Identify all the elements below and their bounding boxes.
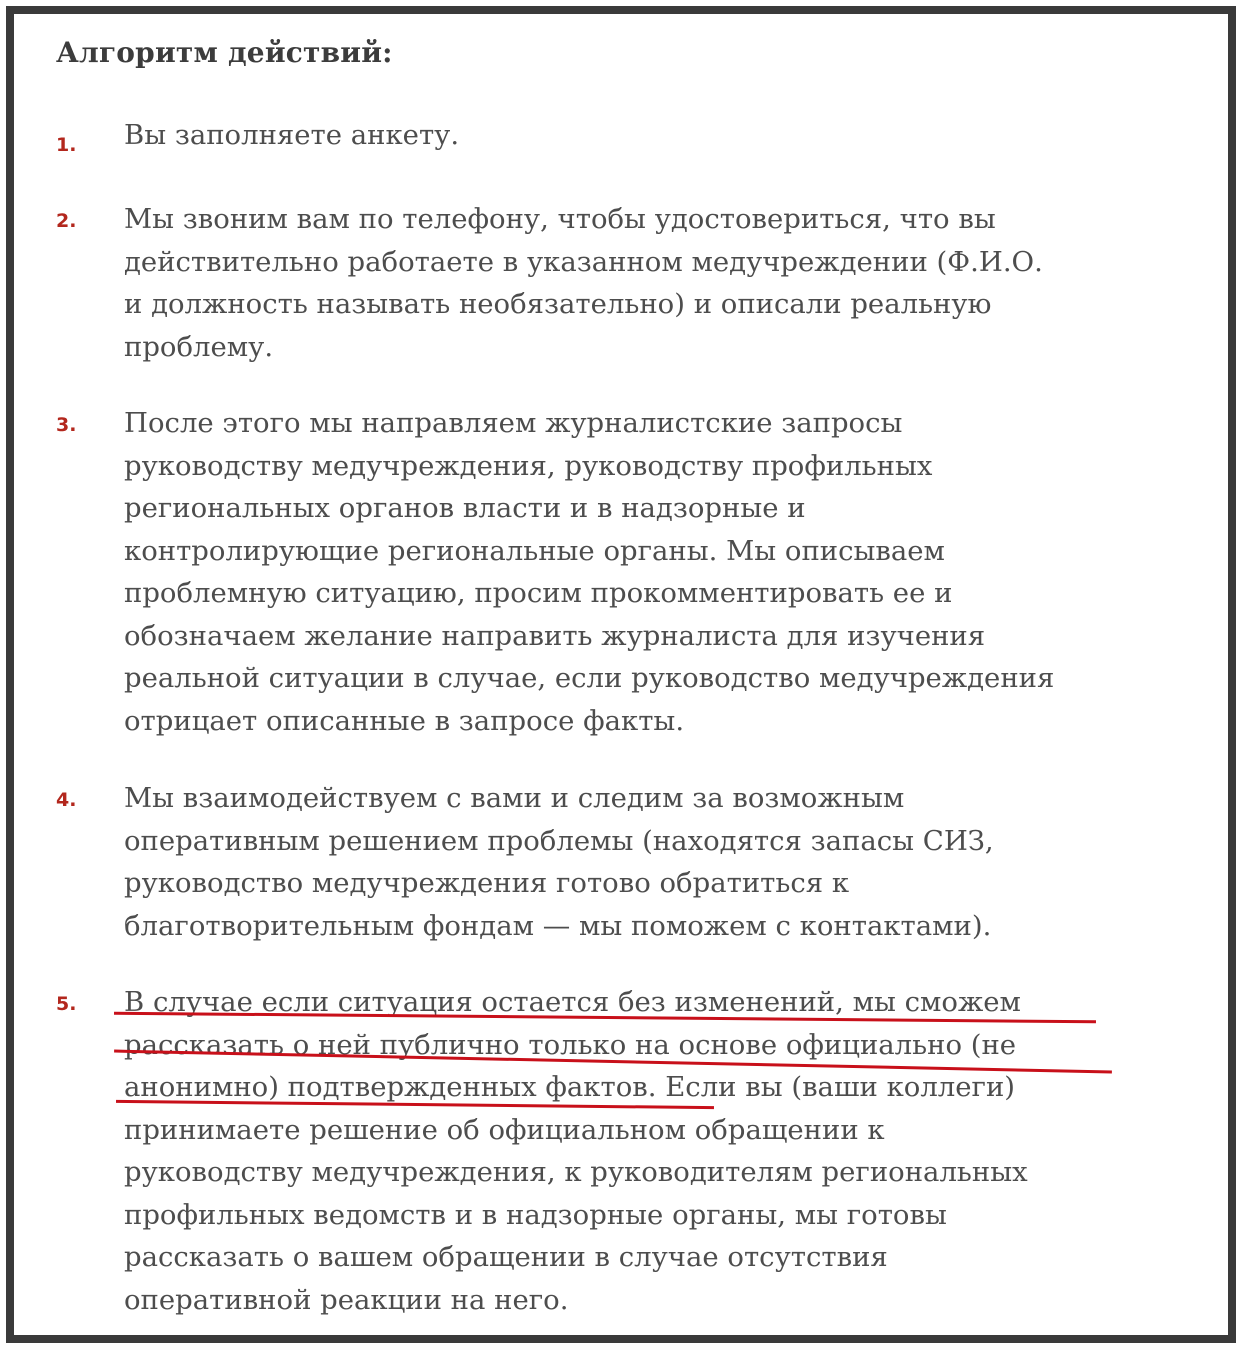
- text-line: профильных ведомств и в надзорные органы, мы готовы: [124, 1198, 947, 1231]
- section-heading: Алгоритм действий:: [56, 36, 393, 69]
- list-number: 2.: [56, 210, 77, 232]
- text-line: реальной ситуации в случае, если руководство медучреждения: [124, 662, 1055, 694]
- list-number: 3.: [56, 414, 77, 436]
- text-line: контролирующие региональные органы. Мы описываем: [124, 534, 945, 567]
- text-line: рассказать о вашем обращении в случае отсутствия: [124, 1241, 888, 1273]
- text-line: и должность называть необязательно) и описали реальную: [124, 288, 992, 320]
- text-line: принимаете решение об официальном обращении к: [124, 1113, 885, 1146]
- text-line: отрицает описанные в запросе факты.: [124, 704, 685, 737]
- text-line: действительно работаете в указанном медучреждении (Ф.И.О.: [124, 245, 1043, 278]
- list-item-text: [124, 777, 1164, 947]
- document-body: [14, 14, 1228, 1335]
- text-line: проблемную ситуацию, просим прокомментировать ее и: [124, 577, 953, 609]
- list-item-text: [124, 198, 1164, 368]
- text-line: оперативным решением проблемы (находятся запасы СИЗ,: [124, 824, 994, 857]
- text-line: оперативной реакции на него.: [124, 1283, 569, 1316]
- list-item-text: [124, 114, 1164, 157]
- text-line: анонимно) подтвержденных фактов. Если вы (ваши коллеги): [124, 1071, 1016, 1103]
- list-number: 4.: [56, 789, 77, 811]
- document-frame: [6, 6, 1236, 1343]
- text-line: благотворительным фондам — мы поможем с контактами).: [124, 909, 992, 942]
- list-number: 1.: [56, 134, 77, 156]
- list-item-text: [124, 402, 1164, 742]
- text-line: После этого мы направляем журналистские запросы: [124, 407, 903, 439]
- text-line: Мы взаимодействуем с вами и следим за возможным: [124, 782, 905, 814]
- text-line: руководству медучреждения, к руководителям региональных: [124, 1156, 1028, 1188]
- list-number: 5.: [56, 993, 77, 1015]
- text-line: обозначаем желание направить журналиста для изучения: [124, 619, 986, 652]
- text-line: Вы заполняете анкету.: [124, 119, 460, 151]
- list-item-text: [124, 981, 1164, 1321]
- text-line: Мы звоним вам по телефону, чтобы удостовериться, что вы: [124, 203, 996, 235]
- text-line: руководство медучреждения готово обратиться к: [124, 867, 850, 899]
- text-line: региональных органов власти и в надзорные и: [124, 492, 806, 524]
- text-line: руководству медучреждения, руководству профильных: [124, 449, 933, 482]
- text-line: проблему.: [124, 330, 274, 363]
- text-line: В случае если ситуация остается без изменений, мы сможем: [124, 986, 1021, 1018]
- text-line: рассказать о ней публично только на основе официально (не: [124, 1028, 1017, 1061]
